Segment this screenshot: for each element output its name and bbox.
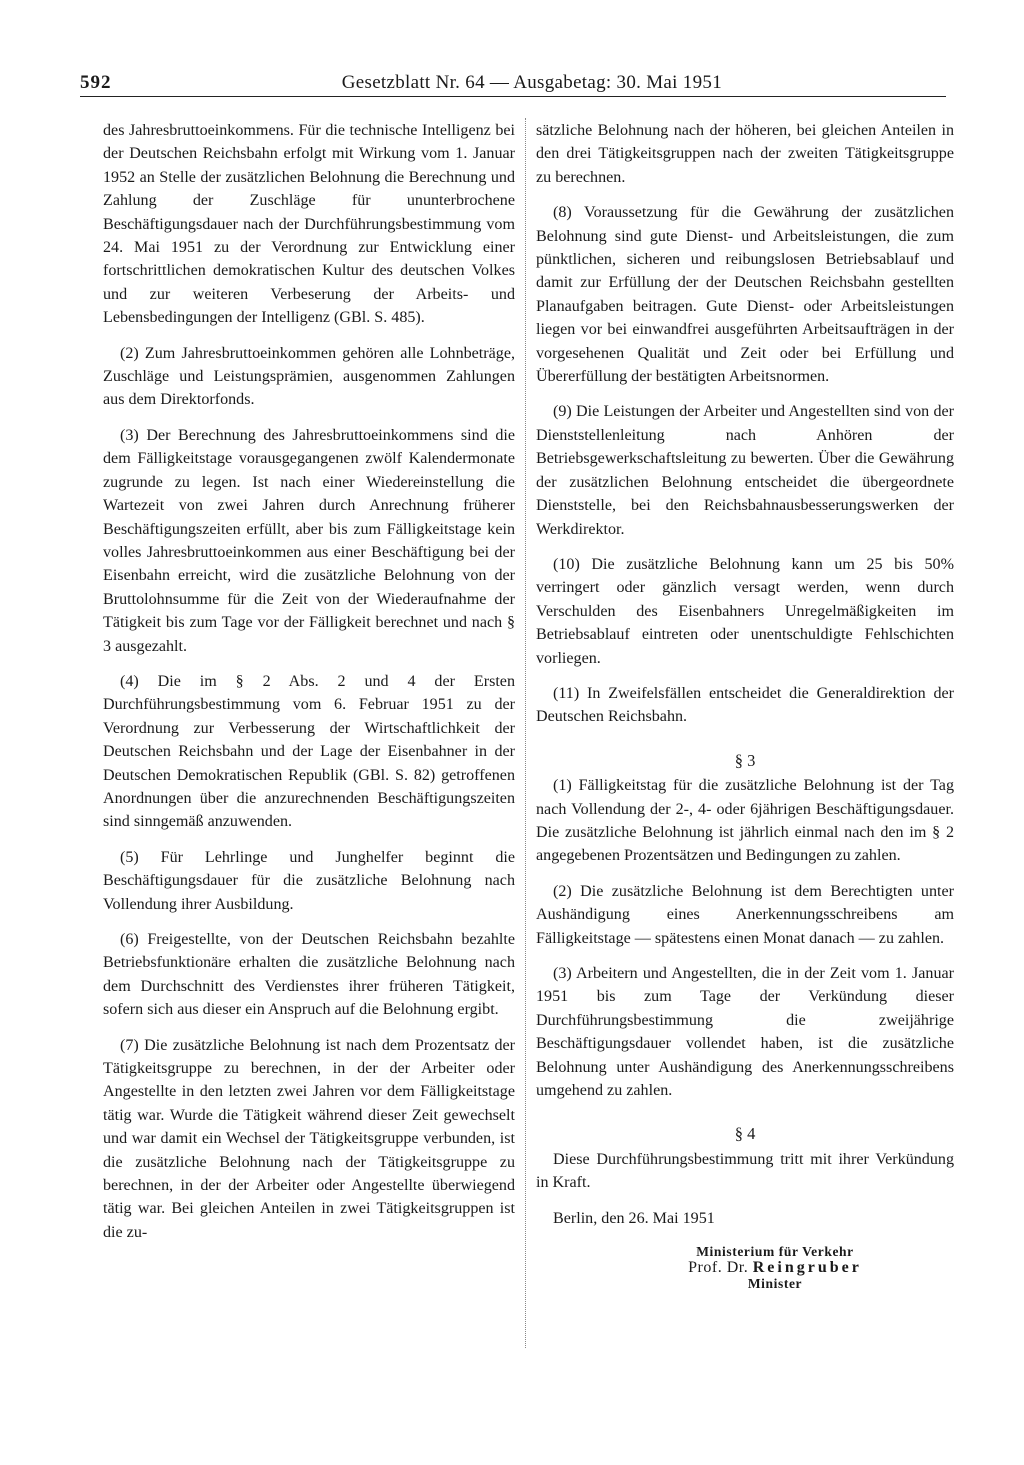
section-3-paragraph-2: (2) Die zusätzliche Belohnung ist dem Berechtigten unter Aushändigung eines Anerkennungsschreibens am Fälligkeitstage — spätestens einen Monat danach — zu zahlen. xyxy=(536,882,954,947)
signature-name: Reingruber xyxy=(752,1259,862,1277)
paragraph-2: (2) Zum Jahresbruttoeinkommen gehören alle Lohnbeträge, Zuschläge und Leistungsprämien, ausgenommen Zahlungen aus dem Direktorfonds. xyxy=(103,344,515,409)
column-divider xyxy=(525,118,527,1348)
paragraph-9: (9) Die Leistungen der Arbeiter und Angestellten sind von der Dienststellenleitung nach Anhören der Betriebsgewerkschaftsleitung zu bewerten. Über die Gewährung der zusätzlichen Belohnung entscheidet die übergeordnete Dienststelle, bei den Reichsbahnausbesserungswerken der Werkdirektor. xyxy=(536,403,954,538)
signature-ministry: Ministerium für Verkehr xyxy=(696,1244,854,1260)
running-title: Gesetzblatt Nr. 64 — Ausgabetag: 30. Mai 1951 xyxy=(341,72,722,93)
page-header xyxy=(80,72,946,97)
signature-title: Prof. Dr. xyxy=(688,1259,749,1277)
section-3-paragraph-3: (3) Arbeitern und Angestellten, die in der Zeit vom 1. Januar 1951 bis zum Tage der Verkündung dieser Durchführungsbestimmung die zweijährige Beschäftigungsdauer vollendet haben, ist die zusätzliche Belohnung unter Aushändigung des Anerkennungsschreibens umgehend zu zahlen. xyxy=(536,965,954,1100)
paragraph-10: (10) Die zusätzliche Belohnung kann um 25 bis 50% verringert oder gänzlich versagt werden, wenn durch Verschulden des Eisenbahners Unregelmäßigkeiten im Betriebsablauf eintreten oder unentschuldigte Fehlschichten vorliegen. xyxy=(536,555,954,667)
place-and-date: Berlin, den 26. Mai 1951 xyxy=(553,1209,715,1227)
paragraph-7: (7) Die zusätzliche Belohnung ist nach dem Prozentsatz der Tätigkeitsgruppe zu berechnen, in der der Arbeiter oder Angestellte in den letzten zwei Jahren vor dem Fälligkeitstage tätig war. Wurde die Tätigkeit während dieser Zeit gewechselt und war damit ein Wechsel der Tätigkeitsgruppe verbunden, ist die zusätzliche Belohnung nach der Tätigkeitsgruppe zu berechnen, in der der Arbeiter oder Angestellte überwiegend tätig war. Bei gleichen Anteilen in zwei Tätigkeitsgruppen ist die zu- xyxy=(103,1036,515,1241)
signature-block xyxy=(596,1244,954,1292)
paragraph-6: (6) Freigestellte, von der Deutschen Reichsbahn bezahlte Betriebsfunktionäre erhalten die zusätzliche Belohnung nach dem Durchschnitt des Verdienstes ihrer früheren Tätigkeit, sofern sich aus dieser ein Anspruch auf die Belohnung ergibt. xyxy=(103,931,515,1019)
page-number: 592 xyxy=(80,72,112,93)
paragraph-3: (3) Der Berechnung des Jahresbruttoeinkommens sind die dem Fälligkeitstage vorausgegangenen zwölf Kalendermonate zugrunde zu legen. Ist nach einer Wiedereinstellung die Wartezeit von zwei Jahren durch Anrechnung früherer Beschäftigungszeiten erfüllt, aber bis zum Fälligkeitstage kein volles Jahresbruttoeinkommen aus einer Beschäftigung bei der Eisenbahn erreicht, wird die zusätzliche Belohnung von der Bruttolohnsumme für die Zeit von der Wiederaufnahme der Tätigkeit bis zum Tage vor der Fälligkeit berechnet und nach § 3 ausgezahlt. xyxy=(103,426,515,655)
paragraph-5: (5) Für Lehrlinge und Junghelfer beginnt die Beschäftigungsdauer für die zusätzliche Belohnung nach Vollendung ihrer Ausbildung. xyxy=(103,848,515,913)
signature-name-line xyxy=(596,1260,954,1276)
paragraph-8: (8) Voraussetzung für die Gewährung der zusätzlichen Belohnung sind gute Dienst- und Arbeitsleistungen, die zum pünktlichen, sicheren und reibungslosen Betriebsablauf und damit zur Erfüllung der der Deutschen Reichsbahn gestellten Planaufgaben beitragen. Gute Dienst- oder Arbeitsleistungen liegen vor bei einwandfrei ausgeführten Arbeitsaufträgen in der vorgesehenen Qualität und Zeit oder bei Erfüllung und Übererfüllung der bestätigten Arbeitsnormen. xyxy=(536,204,954,386)
paragraph-7-continuation: sätzliche Belohnung nach der höheren, bei gleichen Anteilen in den drei Tätigkeitsgruppen nach der zweiten Tätigkeitsgruppe zu berechnen. xyxy=(536,122,954,186)
section-3-heading: § 3 xyxy=(734,750,756,770)
left-column xyxy=(103,119,515,1244)
section-4-heading: § 4 xyxy=(734,1124,756,1144)
section-4-paragraph: Diese Durchführungsbestimmung tritt mit ihrer Verkündung in Kraft. xyxy=(536,1150,954,1192)
signature-role: Minister xyxy=(747,1276,803,1292)
paragraph-continuation: des Jahresbruttoeinkommens. Für die technische Intelligenz bei der Deutschen Reichsbahn erfolgt mit Wirkung vom 1. Januar 1952 an Stelle der zusätzlichen Belohnung die Berechnung und Zahlung der Zuschläge für ununterbrochene Beschäftigungsdauer nach der Durchführungsbestimmung vom 24. Mai 1951 zu der Verordnung zur Entwicklung einer fortschrittlichen demokratischen Kultur des deutschen Volkes und zur weiteren Verbeserung der Arbeits- und Lebensbedingungen der Intelligenz (GBl. S. 485). xyxy=(103,122,515,327)
paragraph-11: (11) In Zweifelsfällen entscheidet die Generaldirektion der Deutschen Reichsbahn. xyxy=(536,684,954,726)
section-3-paragraph-1: (1) Fälligkeitstag für die zusätzliche Belohnung ist der Tag nach Vollendung der 2-, 4- oder 6jährigen Beschäftigungsdauer. Die zusätzliche Belohnung ist jährlich einmal nach den im § 2 angegebenen Prozentsätzen und Bedingungen zu zahlen. xyxy=(536,777,954,865)
paragraph-4: (4) Die im § 2 Abs. 2 und 4 der Ersten Durchführungsbestimmung vom 6. Februar 1951 zu der Verordnung zur Verbesserung der Wirtschaftlichkeit der Deutschen Reichsbahn und der Lage der Eisenbahner in der Deutschen Demokratischen Republik (GBl. S. 82) getroffenen Anordnungen über die anzurechnenden Beschäftigungszeiten sind sinngemäß anzuwenden. xyxy=(103,672,515,831)
right-column xyxy=(536,119,954,1292)
